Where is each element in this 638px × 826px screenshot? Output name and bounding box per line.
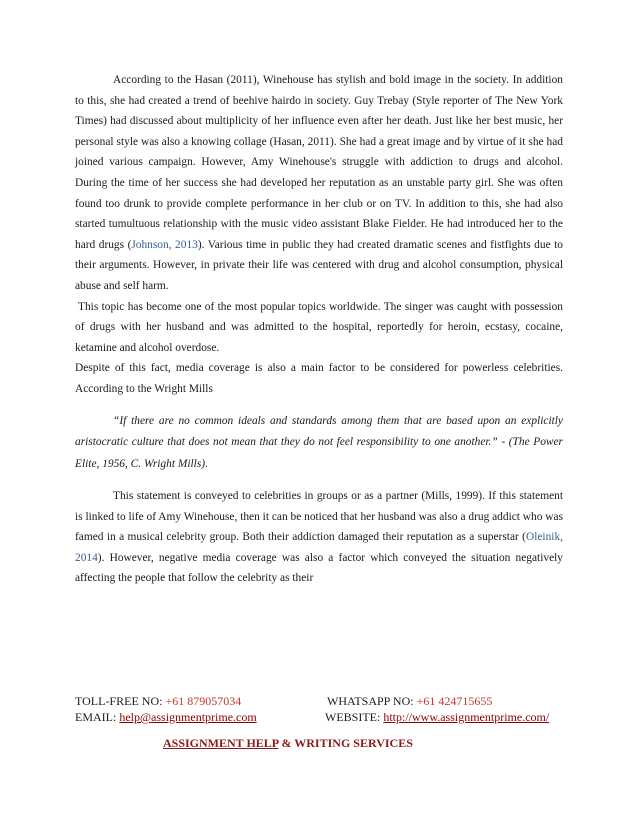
citation-oleinik: Oleinik, 2014 (75, 531, 563, 564)
footer-row-contact (75, 709, 565, 725)
quote-period: . (205, 457, 208, 470)
website-label: WEBSITE: (325, 710, 384, 724)
paragraph-text: ). Various time in public they had created dramatic scenes and fistfights due to their arguments. However, in private their life was centered with drug and alcohol consumption, physical abuse and self harm. (75, 238, 563, 292)
body-text (75, 70, 563, 589)
paragraph-text: According to the Hasan (2011), Winehouse has stylish and bold image in the society. In addition to this, she had created a trend of beehive hairdo in society. Guy Trebay (Style reporter of The New York Times) had discussed about multiplicity of her influence even after her death. Just like her best music, her personal style was also a knowing collage (Hasan, 2011). She had a great image and by virtue of it she had joined various campaign. However, Amy Winehouse's struggle with addiction to drugs and alcohol. During the time of her success she had developed her reputation as an unstable party girl. She was often found too drunk to provide complete performance in her club or on TV. In addition to this, she had also started tumultuous relationship with the music video assistant Blake Fielder. He had introduced her to the hard drugs ( (75, 74, 563, 251)
website (325, 709, 549, 725)
whatsapp-label: WHATSAPP NO: (327, 694, 417, 708)
whatsapp (327, 693, 492, 709)
website-link[interactable]: http://www.assignmentprime.com/ (383, 710, 550, 724)
quote-text: “If there are no common ideals and standards among them that are based upon an explicitly aristocratic culture that does not mean that they do not feel responsibility to one another.” - (The Power Elite, 1956, C. Wright Mills) (75, 414, 563, 470)
tollfree-label: TOLL-FREE NO: (75, 694, 166, 708)
citation-johnson: Johnson, 2013 (131, 238, 198, 251)
paragraph-statement (75, 486, 563, 589)
brand-tagline (163, 736, 413, 751)
email-label: EMAIL: (75, 710, 120, 724)
page-footer (75, 693, 565, 725)
paragraph-text: This statement is conveyed to celebrities in groups or as a partner (Mills, 1999). If this statement is linked to life of Amy Winehouse, then it can be noticed that her husband was also a drug addict who was famed in a musical celebrity group. Both their addiction damaged their reputation as a superstar ( (75, 490, 563, 544)
paragraph-winehouse-image (75, 70, 563, 297)
paragraph-media-coverage: Despite of this fact, media coverage is also a main factor to be considered for powerless celebrities. According to the Wright Mills (75, 362, 563, 395)
tollfree-number[interactable]: +61 879057034 (165, 694, 242, 708)
paragraph-text: ). However, negative media coverage was also a factor which conveyed the situation negatively affecting the people that follow the celebrity as their (75, 551, 563, 585)
email-link[interactable]: help@assignmentprime.com (119, 710, 257, 724)
footer-row-phones (75, 693, 565, 709)
block-quote (75, 411, 563, 476)
brand-link[interactable]: ASSIGNMENT HELP (163, 736, 279, 750)
brand-rest: & WRITING SERVICES (278, 736, 413, 750)
paragraph-popular-topic: This topic has become one of the most popular topics worldwide. The singer was caught with possession of drugs with her husband and was admitted to the hospital, reportedly for heroin, ecstasy, cocaine, ketamine and alcohol overdose. (75, 300, 563, 354)
whatsapp-number[interactable]: +61 424715655 (416, 694, 493, 708)
